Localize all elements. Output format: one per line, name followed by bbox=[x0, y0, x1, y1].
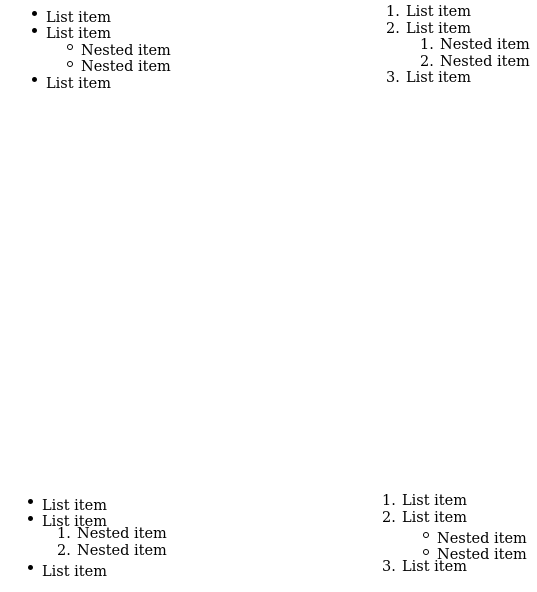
nested-item-label: Nested item bbox=[440, 53, 530, 70]
list-number: 1. bbox=[382, 493, 396, 509]
disc-bullet-icon bbox=[28, 510, 42, 527]
list-item bbox=[382, 509, 527, 564]
nested-item-label: Nested item bbox=[437, 530, 527, 547]
nested-list-item bbox=[57, 543, 167, 560]
circle-bullet-icon bbox=[423, 526, 437, 543]
disc-bullet-icon bbox=[32, 5, 46, 22]
list-number: 2. bbox=[57, 542, 71, 559]
nested-unordered-list bbox=[382, 526, 527, 564]
list-number: 1. bbox=[57, 526, 71, 543]
list-item-label: List item bbox=[42, 563, 107, 580]
disc-bullet-icon bbox=[28, 493, 42, 510]
list-number: 1. bbox=[386, 4, 400, 20]
list-item bbox=[28, 510, 167, 560]
list-item-label: List item bbox=[42, 497, 107, 514]
disc-bullet-icon bbox=[32, 22, 46, 39]
list-item bbox=[32, 5, 171, 26]
nested-list-item bbox=[420, 37, 530, 54]
disc-bullet-icon bbox=[28, 559, 42, 576]
list-number: 3. bbox=[386, 70, 400, 87]
list-item-label: List item bbox=[46, 26, 111, 43]
disc-bullet-icon bbox=[32, 71, 46, 88]
circle-bullet-icon bbox=[67, 55, 81, 72]
nested-item-label: Nested item bbox=[437, 547, 527, 564]
list-item-label: List item bbox=[402, 559, 467, 576]
nested-item-label: Nested item bbox=[77, 526, 167, 543]
nested-list-item bbox=[423, 526, 527, 547]
list-item bbox=[386, 21, 530, 71]
nested-item-label: Nested item bbox=[77, 542, 167, 559]
list-number: 2. bbox=[420, 53, 434, 70]
unordered-list-with-nested-unordered bbox=[32, 5, 171, 92]
nested-list-item bbox=[420, 54, 530, 71]
nested-ordered-list bbox=[28, 526, 167, 559]
list-item bbox=[28, 493, 167, 514]
list-number: 1. bbox=[420, 37, 434, 54]
nested-item-label: Nested item bbox=[81, 42, 171, 59]
list-item bbox=[382, 493, 527, 510]
list-item bbox=[28, 559, 167, 580]
nested-ordered-list bbox=[386, 37, 530, 70]
list-item-label: List item bbox=[406, 20, 471, 37]
list-item-label: List item bbox=[406, 4, 471, 20]
list-number: 2. bbox=[386, 20, 400, 37]
unordered-list-with-nested-ordered bbox=[28, 493, 167, 580]
list-item-label: List item bbox=[406, 70, 471, 87]
circle-bullet-icon bbox=[423, 543, 437, 560]
list-item-label: List item bbox=[42, 514, 107, 531]
ordered-list-with-nested-ordered bbox=[386, 4, 530, 87]
ordered-list-with-nested-unordered bbox=[382, 493, 527, 576]
list-item-label: List item bbox=[46, 9, 111, 26]
nested-list-item bbox=[57, 526, 167, 543]
list-number: 2. bbox=[382, 509, 396, 526]
list-item bbox=[32, 22, 171, 76]
list-item-label: List item bbox=[46, 75, 111, 92]
nested-item-label: Nested item bbox=[440, 37, 530, 54]
list-item bbox=[386, 4, 530, 21]
list-item-label: List item bbox=[402, 493, 467, 509]
list-number: 3. bbox=[382, 559, 396, 576]
nested-item-label: Nested item bbox=[81, 59, 171, 76]
list-item bbox=[386, 70, 530, 87]
list-item-label: List item bbox=[402, 509, 467, 526]
nested-unordered-list bbox=[32, 38, 171, 76]
circle-bullet-icon bbox=[67, 38, 81, 55]
